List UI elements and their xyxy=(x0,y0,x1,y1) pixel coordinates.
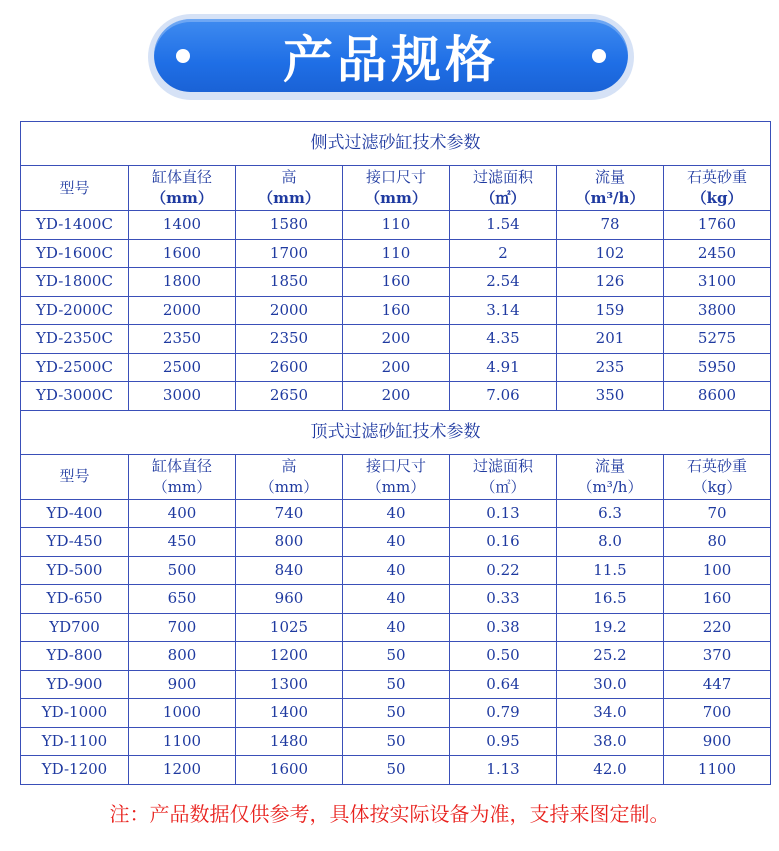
table-cell: 2350 xyxy=(236,325,343,354)
column-header-unit: （kg） xyxy=(692,477,742,496)
table-cell: 1.54 xyxy=(450,211,557,240)
column-header xyxy=(129,166,236,211)
table-cell: 100 xyxy=(664,556,771,585)
column-header-label: 缸体直径 xyxy=(151,168,212,186)
column-header-unit: （m³/h） xyxy=(577,477,643,496)
table-cell: YD-1200 xyxy=(21,756,129,785)
table-cell: 50 xyxy=(343,756,450,785)
table-cell: 800 xyxy=(236,528,343,557)
table-row xyxy=(21,756,771,785)
table-cell: 1700 xyxy=(236,239,343,268)
table-cell: 110 xyxy=(343,211,450,240)
column-header-label: 型号 xyxy=(59,178,90,197)
table-cell: YD-3000C xyxy=(21,382,129,411)
table-cell: 4.35 xyxy=(450,325,557,354)
table-cell: 2650 xyxy=(236,382,343,411)
table-cell: 0.50 xyxy=(450,642,557,671)
page-title: 产品规格 xyxy=(283,30,499,89)
table-cell: 160 xyxy=(343,268,450,297)
table-cell: 5275 xyxy=(664,325,771,354)
table-cell: YD-650 xyxy=(21,585,129,614)
table-cell: 40 xyxy=(343,613,450,642)
table-row xyxy=(21,585,771,614)
table-cell: 201 xyxy=(557,325,664,354)
table-cell: 1100 xyxy=(664,756,771,785)
table-cell: 160 xyxy=(343,296,450,325)
table-cell: 11.5 xyxy=(557,556,664,585)
table-cell: 700 xyxy=(129,613,236,642)
table-row xyxy=(21,211,771,240)
column-header-label: 高 xyxy=(281,456,297,475)
banner-dot-right xyxy=(592,49,606,63)
table-cell: 1850 xyxy=(236,268,343,297)
column-header-label: 流量 xyxy=(594,456,625,475)
table-cell: 50 xyxy=(343,727,450,756)
table-cell: 200 xyxy=(343,353,450,382)
banner xyxy=(148,14,634,100)
table-cell: 8.0 xyxy=(557,528,664,557)
table-cell: 2000 xyxy=(129,296,236,325)
column-header xyxy=(343,166,450,211)
table-cell: 70 xyxy=(664,499,771,528)
table-cell: 38.0 xyxy=(557,727,664,756)
table-cell: 2 xyxy=(450,239,557,268)
table-cell: 40 xyxy=(343,556,450,585)
column-header-unit: （mm） xyxy=(366,477,426,496)
column-header-unit: （㎡） xyxy=(480,189,526,207)
column-header-label: 流量 xyxy=(594,168,625,186)
table-cell: YD-2500C xyxy=(21,353,129,382)
table-cell: 0.22 xyxy=(450,556,557,585)
column-header xyxy=(21,454,129,499)
table-cell: 50 xyxy=(343,642,450,671)
column-header xyxy=(236,454,343,499)
table-cell: 1300 xyxy=(236,670,343,699)
table-cell: 50 xyxy=(343,670,450,699)
table-cell: 8600 xyxy=(664,382,771,411)
table-cell: 1200 xyxy=(236,642,343,671)
column-header-label: 缸体直径 xyxy=(151,456,212,475)
column-header xyxy=(343,454,450,499)
table-cell: YD-1600C xyxy=(21,239,129,268)
column-header-label: 石英砂重 xyxy=(687,456,748,475)
column-header xyxy=(557,166,664,211)
table-cell: 2500 xyxy=(129,353,236,382)
column-header-label: 接口尺寸 xyxy=(365,168,426,186)
table-cell: 159 xyxy=(557,296,664,325)
table-cell: YD-2000C xyxy=(21,296,129,325)
table-cell: 200 xyxy=(343,382,450,411)
table-cell: YD-900 xyxy=(21,670,129,699)
table-cell: 1000 xyxy=(129,699,236,728)
table-cell: 900 xyxy=(129,670,236,699)
column-header-label: 过滤面积 xyxy=(472,168,533,186)
column-header xyxy=(450,454,557,499)
table-cell: YD-2350C xyxy=(21,325,129,354)
table-cell: 1400 xyxy=(129,211,236,240)
table-row xyxy=(21,499,771,528)
table-cell: 650 xyxy=(129,585,236,614)
table-row xyxy=(21,296,771,325)
table-cell: 102 xyxy=(557,239,664,268)
column-header-label: 石英砂重 xyxy=(687,168,748,186)
table-cell: 3800 xyxy=(664,296,771,325)
table-cell: 2600 xyxy=(236,353,343,382)
table-cell: 700 xyxy=(664,699,771,728)
table-row xyxy=(21,613,771,642)
table-cell: YD-500 xyxy=(21,556,129,585)
table-cell: 4.91 xyxy=(450,353,557,382)
table-cell: 447 xyxy=(664,670,771,699)
table-cell: 0.64 xyxy=(450,670,557,699)
column-header xyxy=(21,166,129,211)
table-row xyxy=(21,556,771,585)
table-cell: 1.13 xyxy=(450,756,557,785)
table-cell: 450 xyxy=(129,528,236,557)
table-cell: 840 xyxy=(236,556,343,585)
table-cell: YD700 xyxy=(21,613,129,642)
top-section-title: 顶式过滤砂缸技术参数 xyxy=(21,410,771,454)
table-cell: 5950 xyxy=(664,353,771,382)
table-cell: 3100 xyxy=(664,268,771,297)
disclaimer-note: 注：产品数据仅供参考，具体按实际设备为准，支持来图定制。 xyxy=(109,802,670,826)
table-cell: 0.16 xyxy=(450,528,557,557)
table-cell: 200 xyxy=(343,325,450,354)
column-header-unit: （mm） xyxy=(259,477,319,496)
table-cell: 0.13 xyxy=(450,499,557,528)
spec-table-body xyxy=(21,122,771,785)
table-row xyxy=(21,353,771,382)
table-cell: 40 xyxy=(343,585,450,614)
table-cell: 25.2 xyxy=(557,642,664,671)
column-header-unit: （mm） xyxy=(151,189,213,207)
table-row xyxy=(21,642,771,671)
table-cell: 3000 xyxy=(129,382,236,411)
table-cell: 1200 xyxy=(129,756,236,785)
table-cell: YD-1100 xyxy=(21,727,129,756)
table-cell: 2350 xyxy=(129,325,236,354)
table-row xyxy=(21,670,771,699)
table-row xyxy=(21,268,771,297)
table-cell: 42.0 xyxy=(557,756,664,785)
column-header-unit: （㎡） xyxy=(480,477,526,496)
table-cell: YD-450 xyxy=(21,528,129,557)
column-header xyxy=(129,454,236,499)
table-cell: 235 xyxy=(557,353,664,382)
table-cell: YD-800 xyxy=(21,642,129,671)
table-cell: 2000 xyxy=(236,296,343,325)
table-cell: 0.95 xyxy=(450,727,557,756)
table-cell: 1100 xyxy=(129,727,236,756)
banner-pill xyxy=(154,19,628,92)
table-cell: 0.33 xyxy=(450,585,557,614)
column-header xyxy=(236,166,343,211)
column-header-label: 接口尺寸 xyxy=(365,456,426,475)
table-cell: YD-1400C xyxy=(21,211,129,240)
table-cell: 7.06 xyxy=(450,382,557,411)
table-cell: 30.0 xyxy=(557,670,664,699)
table-cell: 1800 xyxy=(129,268,236,297)
column-header xyxy=(664,454,771,499)
table-cell: 1480 xyxy=(236,727,343,756)
table-cell: 1400 xyxy=(236,699,343,728)
column-header-unit: （m³/h） xyxy=(575,189,645,207)
table-cell: 500 xyxy=(129,556,236,585)
table-cell: 1600 xyxy=(129,239,236,268)
top-section-title-row xyxy=(21,410,771,454)
table-cell: 350 xyxy=(557,382,664,411)
table-cell: 400 xyxy=(129,499,236,528)
spec-table xyxy=(20,121,771,785)
table-row xyxy=(21,325,771,354)
column-header-unit: （mm） xyxy=(365,189,427,207)
table-cell: 40 xyxy=(343,528,450,557)
table-cell: 1760 xyxy=(664,211,771,240)
table-cell: 0.38 xyxy=(450,613,557,642)
table-cell: 960 xyxy=(236,585,343,614)
table-row xyxy=(21,699,771,728)
column-header xyxy=(664,166,771,211)
table-cell: 2450 xyxy=(664,239,771,268)
table-cell: 900 xyxy=(664,727,771,756)
table-cell: 160 xyxy=(664,585,771,614)
table-cell: 0.79 xyxy=(450,699,557,728)
column-header-label: 高 xyxy=(281,168,297,186)
table-cell: 40 xyxy=(343,499,450,528)
table-cell: 34.0 xyxy=(557,699,664,728)
table-cell: 80 xyxy=(664,528,771,557)
column-header xyxy=(557,454,664,499)
table-cell: 220 xyxy=(664,613,771,642)
table-cell: 50 xyxy=(343,699,450,728)
table-cell: 126 xyxy=(557,268,664,297)
column-header-unit: （mm） xyxy=(152,477,212,496)
table-cell: 16.5 xyxy=(557,585,664,614)
table-cell: YD-400 xyxy=(21,499,129,528)
table-cell: 1025 xyxy=(236,613,343,642)
table-row xyxy=(21,239,771,268)
banner-dot-left xyxy=(176,49,190,63)
table-row xyxy=(21,528,771,557)
table-row xyxy=(21,727,771,756)
column-header-unit: （mm） xyxy=(258,189,320,207)
table-cell: 19.2 xyxy=(557,613,664,642)
top-header-row xyxy=(21,454,771,499)
table-cell: YD-1800C xyxy=(21,268,129,297)
table-cell: 1600 xyxy=(236,756,343,785)
table-cell: 370 xyxy=(664,642,771,671)
column-header-label: 型号 xyxy=(59,467,90,485)
table-row xyxy=(21,382,771,411)
side-header-row xyxy=(21,166,771,211)
table-cell: 1580 xyxy=(236,211,343,240)
table-cell: YD-1000 xyxy=(21,699,129,728)
table-cell: 3.14 xyxy=(450,296,557,325)
table-cell: 6.3 xyxy=(557,499,664,528)
table-cell: 110 xyxy=(343,239,450,268)
column-header-label: 过滤面积 xyxy=(472,456,533,475)
table-cell: 78 xyxy=(557,211,664,240)
table-cell: 2.54 xyxy=(450,268,557,297)
column-header xyxy=(450,166,557,211)
table-cell: 800 xyxy=(129,642,236,671)
side-section-title-row xyxy=(21,122,771,166)
table-cell: 740 xyxy=(236,499,343,528)
column-header-unit: （kg） xyxy=(691,189,743,207)
side-section-title: 侧式过滤砂缸技术参数 xyxy=(21,122,771,166)
